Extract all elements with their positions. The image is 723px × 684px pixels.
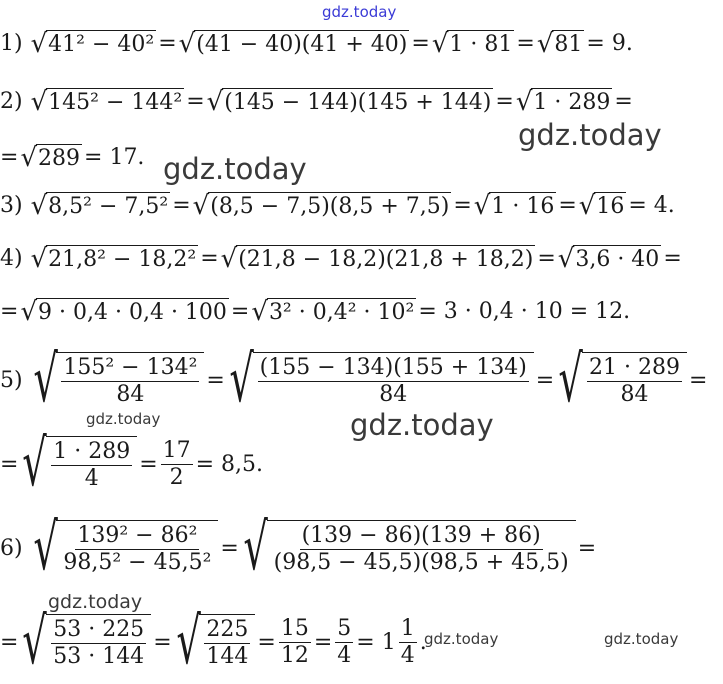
sqrt: √ 289 xyxy=(20,143,81,173)
watermark-top: gdz.today xyxy=(322,3,397,21)
problem-4-line-2: = √ 9 · 0,4 · 0,4 · 100 = √ 3² · 0,4² · 10² = 3 · 0,4 · 10 = 12. xyxy=(0,297,631,327)
fraction: $\frac{53 \cdot 225}{53 \cdot 144}$ xyxy=(53,617,145,670)
fraction: $\frac{\text{139² − 86²}}{\text{98,5² − 45,5²}}$ xyxy=(63,523,212,576)
problem-6-line-2: = √ $\frac{53 \cdot 225}{53 \cdot 144}$ = √ $\frac{225}{144}$ = $\frac{15}{12}$ = $\frac{5}{4}$ = 1 $\frac{1}{4}$ . xyxy=(0,605,427,679)
sqrt: √ 81 xyxy=(536,29,583,59)
problem-2-line-2: = √ 289 = 17. xyxy=(0,143,145,173)
fraction: $\frac{5}{4}$ xyxy=(337,616,352,669)
fraction: $\frac{225}{144}$ xyxy=(206,617,249,670)
sqrt: √ 1 · 81 xyxy=(431,29,513,59)
sqrt: √ 3² · 0,4² · 10² xyxy=(251,297,415,327)
problem-5-line-1: 5) √ $\frac{\text{155² − 134²}}{84}$ = √ $\frac{(155 - 134)(155 + 134)}{84}$ = √ $\frac{21 \cdot 289}{84}$ = xyxy=(0,343,708,417)
problem-label: 1) xyxy=(0,31,23,56)
watermark: gdz.today xyxy=(86,410,161,428)
fraction: $\frac{17}{2}$ xyxy=(162,438,191,491)
problem-label: 2) xyxy=(0,89,23,114)
sqrt: √ 41² − 40² xyxy=(30,29,155,59)
sqrt: √ $\frac{225}{144}$ xyxy=(174,614,256,672)
watermark: gdz.today xyxy=(604,630,679,648)
problem-label: 5) xyxy=(0,368,23,394)
sqrt: √ 8,5² − 7,5² xyxy=(30,191,169,221)
watermark: gdz.today xyxy=(48,591,143,613)
sqrt: √ 3,6 · 40 xyxy=(557,244,660,274)
watermark: gdz.today xyxy=(350,408,494,442)
sqrt: √ 9 · 0,4 · 0,4 · 100 xyxy=(20,297,227,327)
sqrt: √ $\frac{(139 - 86)(139 + 86)}{(98,5 - 45,5)(98,5 + 45,5)}$ xyxy=(241,520,576,578)
sqrt: √ 1 · 289 xyxy=(515,87,611,117)
sqrt: √ 16 xyxy=(578,191,625,221)
sqrt: √ (145 − 144)(145 + 144) xyxy=(206,87,492,117)
problem-3-line: 3) √ 8,5² − 7,5² = √ (8,5 − 7,5)(8,5 + 7,5) = √ 1 · 16 = √ 16 = 4. xyxy=(0,191,675,221)
sqrt: √ $\frac{21 \cdot 289}{84}$ xyxy=(556,352,687,410)
sqrt: √ 21,8² − 18,2² xyxy=(30,244,197,274)
problem-label: 4) xyxy=(0,246,23,271)
sqrt: √ 1 · 16 xyxy=(473,191,555,221)
problem-5-line-2: = √ $\frac{1 \cdot 289}{4}$ = $\frac{17}{2}$ = 8,5. xyxy=(0,427,264,501)
problem-label: 6) xyxy=(0,536,23,562)
problem-2-line-1: 2) √ 145² − 144² = √ (145 − 144)(145 + 144) = √ 1 · 289 = xyxy=(0,87,633,117)
fraction: $\frac{1}{4}$ xyxy=(400,616,415,669)
sqrt: √ $\frac{\text{139² − 86²}}{\text{98,5² − 45,5²}}$ xyxy=(31,520,219,578)
sqrt: √ $\frac{1 \cdot 289}{4}$ xyxy=(20,436,137,494)
sqrt: √ $\frac{\text{155² − 134²}}{84}$ xyxy=(31,352,205,410)
sqrt: √ 145² − 144² xyxy=(30,87,183,117)
watermark: gdz.today xyxy=(518,118,662,152)
fraction: $\frac{(139 - 86)(139 + 86)}{(98,5 - 45,5)(98,5 + 45,5)}$ xyxy=(273,523,569,576)
problem-1-line: 1) √ 41² − 40² = √ (41 − 40)(41 + 40) = √ 1 · 81 = √ 81 = 9. xyxy=(0,29,633,59)
problem-label: 3) xyxy=(0,193,23,218)
sqrt: √ $\frac{(155 - 134)(155 + 134)}{84}$ xyxy=(227,352,534,410)
sqrt: √ (21,8 − 18,2)(21,8 + 18,2) xyxy=(220,244,534,274)
watermark: gdz.today xyxy=(163,152,307,186)
fraction: $\frac{1 \cdot 289}{4}$ xyxy=(53,439,131,492)
sqrt: √ (41 − 40)(41 + 40) xyxy=(178,29,408,59)
fraction: $\frac{(155 - 134)(155 + 134)}{84}$ xyxy=(259,355,527,408)
watermark: gdz.today xyxy=(424,630,499,648)
sqrt: √ (8,5 − 7,5)(8,5 + 7,5) xyxy=(192,191,450,221)
fraction: $\frac{21 \cdot 289}{84}$ xyxy=(589,355,680,408)
fraction: $\frac{\text{155² − 134²}}{84}$ xyxy=(63,355,198,408)
problem-6-line-1: 6) √ $\frac{\text{139² − 86²}}{\text{98,5² − 45,5²}}$ = √ $\frac{(139 - 86)(139 + 86)}{(98,5 - 45,5)(98,5 + 45,5)}$ = xyxy=(0,511,597,585)
fraction: $\frac{15}{12}$ xyxy=(280,616,309,669)
sqrt: √ $\frac{53 \cdot 225}{53 \cdot 144}$ xyxy=(20,614,151,672)
problem-4-line-1: 4) √ 21,8² − 18,2² = √ (21,8 − 18,2)(21,8 + 18,2) = √ 3,6 · 40 = xyxy=(0,244,682,274)
